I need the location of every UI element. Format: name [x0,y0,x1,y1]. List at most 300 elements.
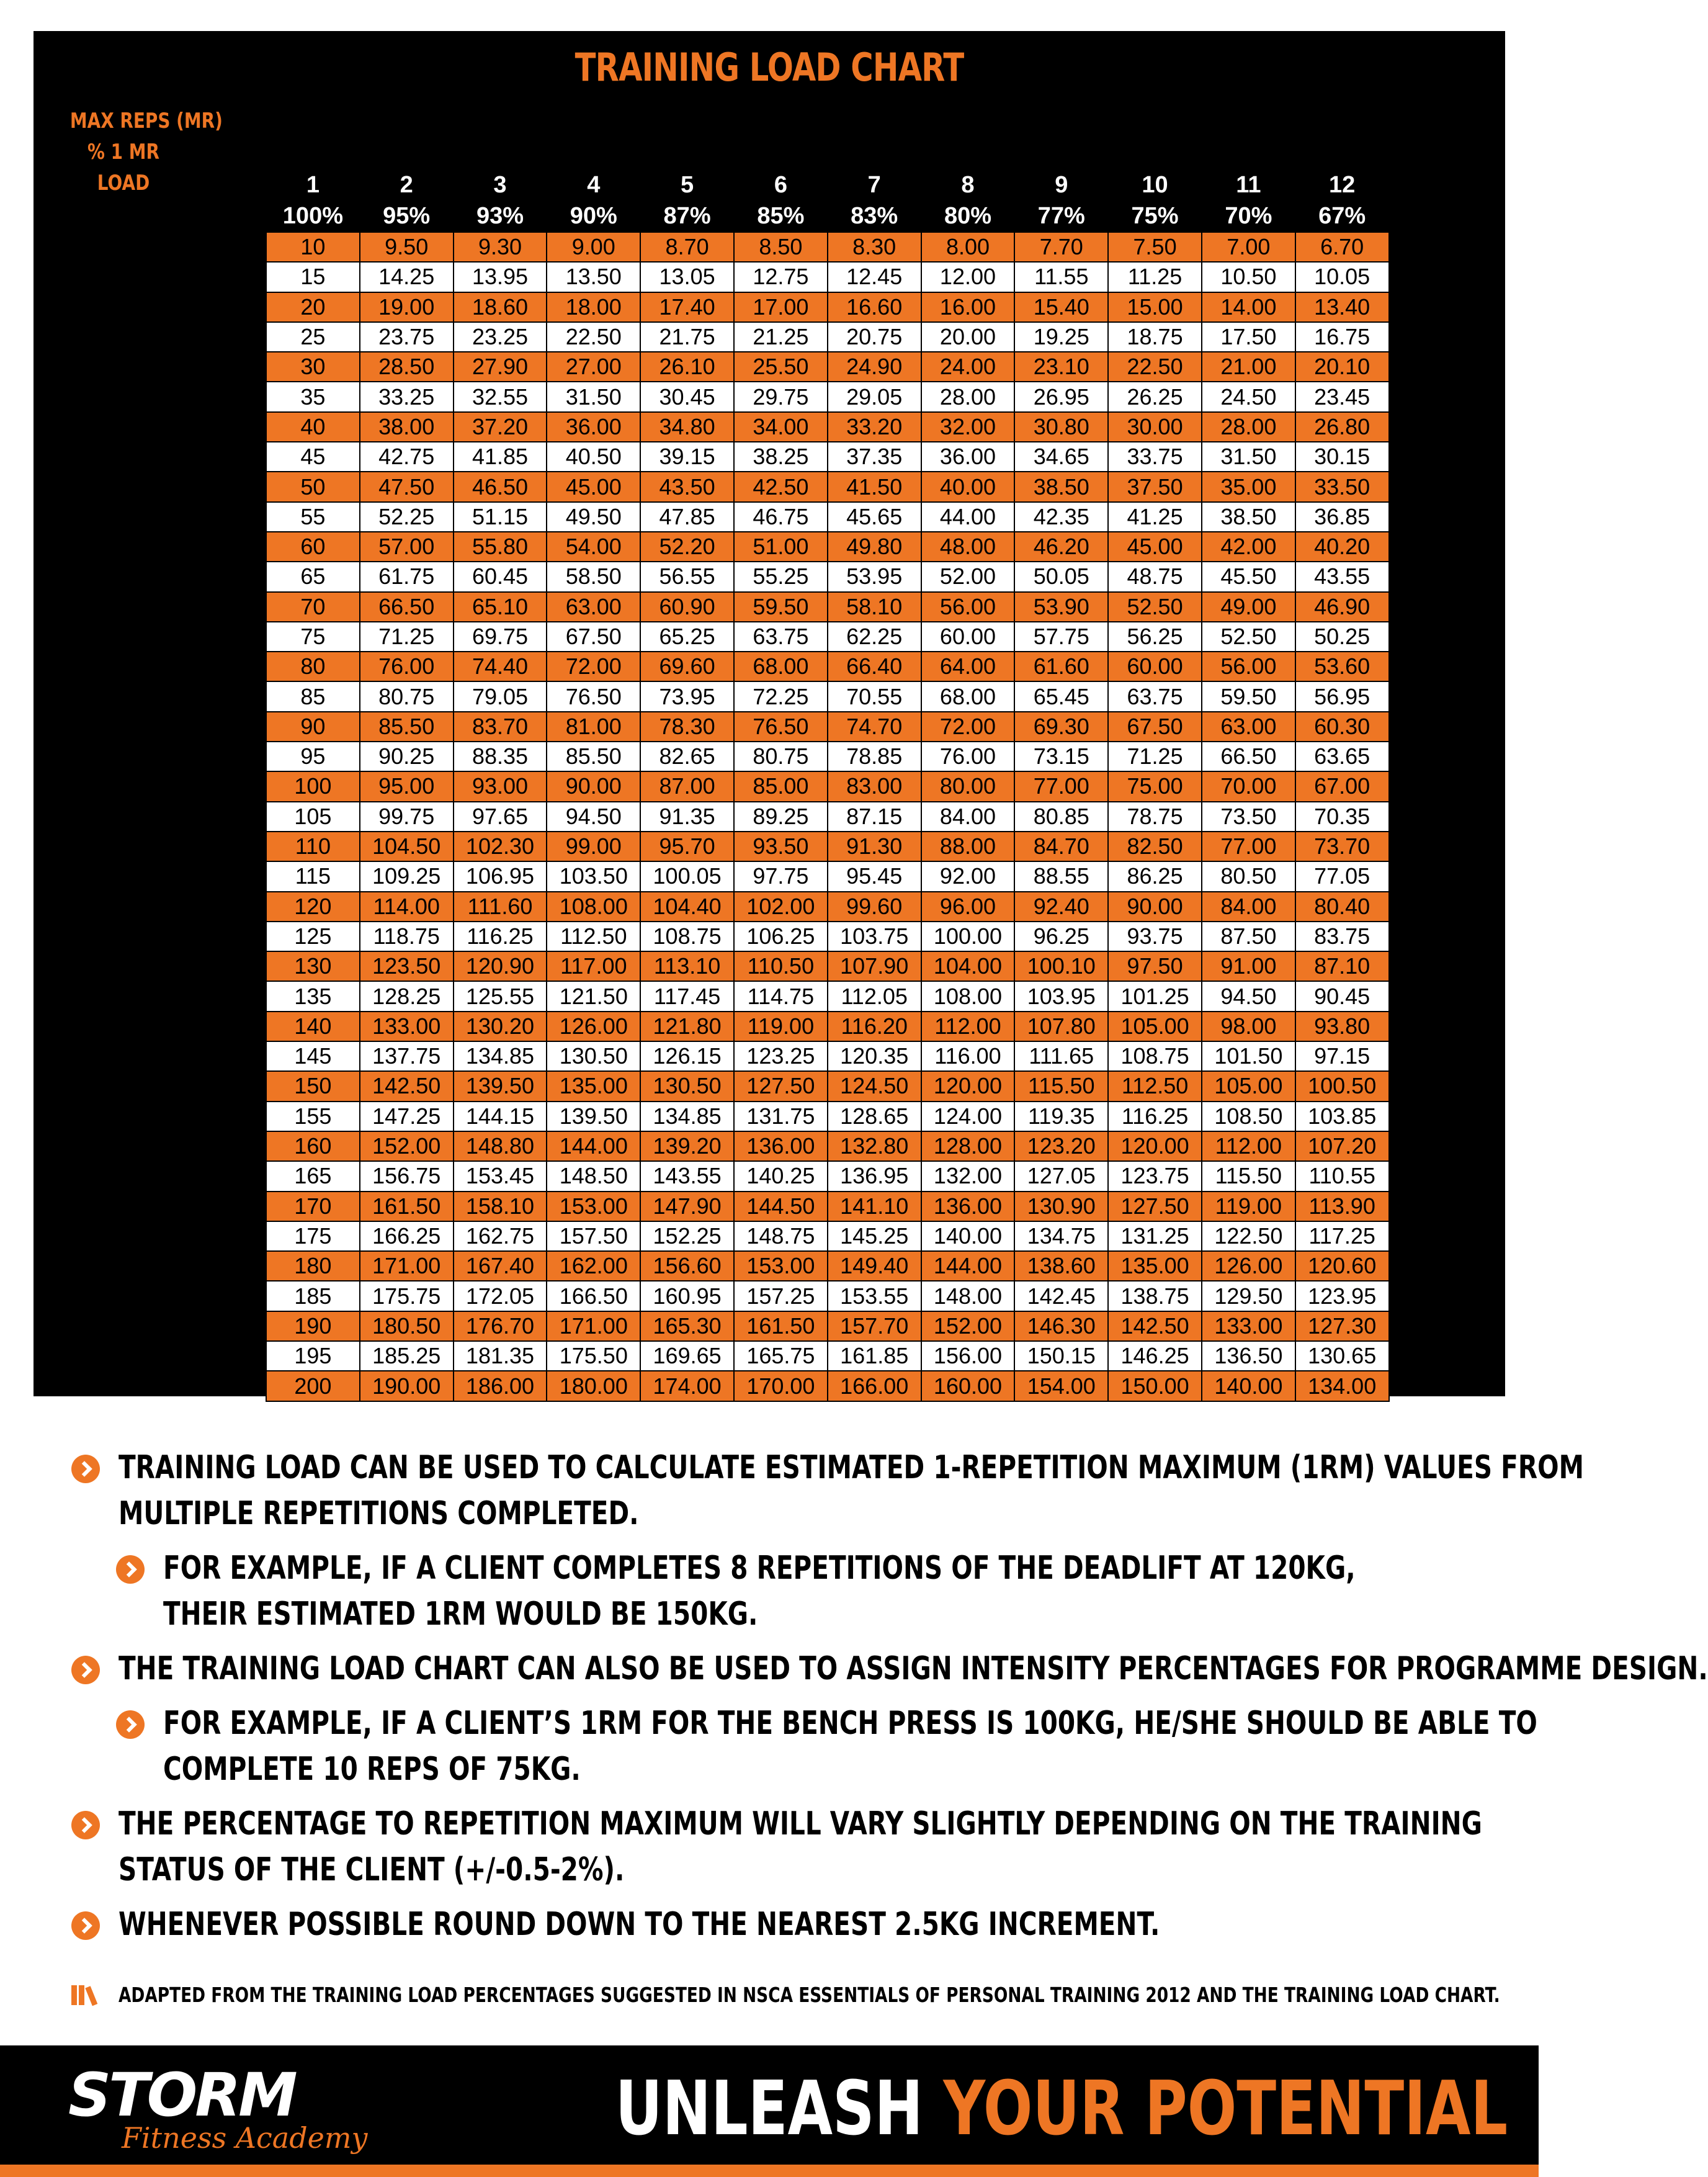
table-cell: 131.75 [734,1102,828,1131]
table-cell: 26.10 [640,352,734,382]
table-cell: 124.50 [828,1071,921,1101]
table-cell-load: 20 [266,292,360,322]
table-cell: 71.25 [360,622,454,652]
table-cell: 122.50 [1202,1221,1295,1251]
table-cell: 90.00 [547,771,640,801]
books-icon [70,1984,107,2006]
note-spacer [71,1947,1498,1956]
note-line: WHENEVER POSSIBLE ROUND DOWN TO THE NEAREST 2.5KG INCREMENT. [118,1906,1160,1943]
header-reps-9: 9 [1055,172,1068,198]
table-cell: 26.25 [1108,382,1202,411]
table-cell: 161.85 [828,1341,921,1371]
table-cell: 23.10 [1014,352,1108,382]
table-cell: 22.50 [547,322,640,352]
table-cell: 93.00 [454,771,547,801]
table-cell: 73.70 [1295,832,1389,861]
table-cell: 117.45 [640,981,734,1011]
table-cell: 41.50 [828,472,921,501]
tagline [615,2066,1508,2152]
table-cell: 45.65 [828,502,921,532]
logo-sub-text: Fitness Academy [122,2121,368,2155]
table-cell: 149.40 [828,1251,921,1281]
table-cell: 171.00 [360,1251,454,1281]
table-cell: 137.75 [360,1041,454,1071]
table-row [266,771,1389,801]
table-row [266,712,1389,742]
table-cell-load: 185 [266,1281,360,1311]
note-line: MULTIPLE REPETITIONS COMPLETED. [118,1495,639,1532]
table-cell: 93.75 [1108,922,1202,951]
table-cell: 156.00 [921,1341,1015,1371]
table-cell: 52.50 [1108,592,1202,622]
table-cell: 88.00 [921,832,1015,861]
table-cell: 23.25 [454,322,547,352]
header-percent-11: 70% [1225,203,1272,229]
table-cell: 91.00 [1202,951,1295,981]
table-cell: 171.00 [547,1311,640,1341]
table-cell: 121.50 [547,981,640,1011]
table-cell: 40.50 [547,442,640,472]
table-row [266,1102,1389,1131]
table-cell: 148.75 [734,1221,828,1251]
table-cell: 139.50 [454,1071,547,1101]
table-cell: 69.60 [640,652,734,681]
table-row [266,802,1389,832]
table-cell: 60.45 [454,562,547,591]
table-cell-load: 40 [266,412,360,442]
table-cell: 37.50 [1108,472,1202,501]
table-cell: 20.75 [828,322,921,352]
table-cell: 42.35 [1014,502,1108,532]
table-cell: 146.30 [1014,1311,1108,1341]
table-cell: 139.50 [547,1102,640,1131]
table-cell: 67.50 [1108,712,1202,742]
table-cell: 102.00 [734,892,828,922]
table-cell: 77.00 [1014,771,1108,801]
table-cell: 126.00 [1202,1251,1295,1281]
table-cell: 117.25 [1295,1221,1389,1251]
table-cell: 140.25 [734,1161,828,1191]
table-cell: 48.00 [921,532,1015,562]
table-cell: 153.00 [734,1251,828,1281]
table-cell: 143.55 [640,1161,734,1191]
table-cell: 135.00 [1108,1251,1202,1281]
table-cell: 134.85 [640,1102,734,1131]
table-row [266,352,1389,382]
table-cell: 18.00 [547,292,640,322]
table-cell: 30.45 [640,382,734,411]
table-cell: 87.15 [828,802,921,832]
table-cell-load: 175 [266,1221,360,1251]
header-reps-2: 2 [400,172,413,198]
note-line: COMPLETE 10 REPS OF 75KG. [163,1751,581,1788]
table-cell: 40.20 [1295,532,1389,562]
table-cell: 127.50 [734,1071,828,1101]
table-cell: 133.00 [360,1012,454,1041]
table-cell: 76.00 [360,652,454,681]
table-cell: 104.50 [360,832,454,861]
table-cell: 91.35 [640,802,734,832]
table-cell: 8.00 [921,232,1015,262]
table-cell: 108.00 [547,892,640,922]
table-cell: 66.50 [360,592,454,622]
table-cell: 96.25 [1014,922,1108,951]
table-cell: 136.95 [828,1161,921,1191]
table-cell: 85.50 [360,712,454,742]
table-cell: 167.40 [454,1251,547,1281]
table-cell: 6.70 [1295,232,1389,262]
table-cell: 115.50 [1202,1161,1295,1191]
table-cell: 90.45 [1295,981,1389,1011]
table-cell: 80.85 [1014,802,1108,832]
chevron-bullet-icon [71,1656,100,1684]
table-cell: 136.00 [734,1131,828,1161]
table-cell: 135.00 [547,1071,640,1101]
table-cell: 40.00 [921,472,1015,501]
table-cell: 105.00 [1202,1071,1295,1101]
table-cell: 83.70 [454,712,547,742]
table-cell: 42.00 [1202,532,1295,562]
table-cell: 106.25 [734,922,828,951]
table-cell: 153.00 [547,1192,640,1221]
table-cell: 103.95 [1014,981,1108,1011]
table-row [266,1071,1389,1101]
table-cell: 120.90 [454,951,547,981]
table-header [266,169,1389,232]
table-cell: 91.30 [828,832,921,861]
table-cell: 103.50 [547,861,640,891]
table-cell: 20.10 [1295,352,1389,382]
table-cell: 118.75 [360,922,454,951]
table-cell: 68.00 [921,681,1015,711]
table-cell: 166.00 [828,1371,921,1401]
table-cell: 17.50 [1202,322,1295,352]
table-cell: 61.60 [1014,652,1108,681]
table-cell: 65.10 [454,592,547,622]
chart-title: TRAINING LOAD CHART [575,45,964,90]
table-cell: 133.00 [1202,1311,1295,1341]
table-row [266,412,1389,442]
table-row [266,951,1389,981]
table-cell: 134.00 [1295,1371,1389,1401]
header-percent-6: 85% [757,203,805,229]
table-cell: 112.50 [547,922,640,951]
footer-stripe [0,2165,1539,2177]
table-cell: 105.00 [1108,1012,1202,1041]
table-cell: 63.00 [547,592,640,622]
table-cell: 109.25 [360,861,454,891]
table-cell: 8.30 [828,232,921,262]
table-cell: 52.20 [640,532,734,562]
table-cell: 123.25 [734,1041,828,1071]
table-cell: 156.75 [360,1161,454,1191]
note-line: THEIR ESTIMATED 1RM WOULD BE 150KG. [163,1596,758,1633]
table-cell: 60.90 [640,592,734,622]
table-cell: 130.90 [1014,1192,1108,1221]
note-item [71,1545,1498,1637]
row-key-percent: % 1 MR [87,140,159,164]
table-cell: 82.50 [1108,832,1202,861]
table-cell: 92.40 [1014,892,1108,922]
source-text: ADAPTED FROM THE TRAINING LOAD PERCENTAGES SUGGESTED IN NSCA ESSENTIALS OF PERSONAL TRAINING 2012 AND THE TRAINING LOAD CHART. [118,1983,1500,2007]
table-cell: 34.65 [1014,442,1108,472]
table-cell: 81.00 [547,712,640,742]
table-cell: 67.50 [547,622,640,652]
table-row [266,292,1389,322]
table-cell: 9.50 [360,232,454,262]
table-cell-load: 35 [266,382,360,411]
table-cell: 129.50 [1202,1281,1295,1311]
header-percent-4: 90% [570,203,617,229]
table-cell: 150.15 [1014,1341,1108,1371]
table-row [266,232,1389,262]
table-cell: 16.00 [921,292,1015,322]
table-cell: 30.15 [1295,442,1389,472]
table-cell: 154.00 [1014,1371,1108,1401]
table-cell: 126.00 [547,1012,640,1041]
table-cell: 13.05 [640,262,734,292]
table-cell: 67.00 [1295,771,1389,801]
table-cell: 65.45 [1014,681,1108,711]
table-cell: 65.25 [640,622,734,652]
table-cell: 49.00 [1202,592,1295,622]
table-cell: 140.00 [1202,1371,1295,1401]
table-cell-load: 90 [266,712,360,742]
table-cell: 110.55 [1295,1161,1389,1191]
table-cell: 97.50 [1108,951,1202,981]
header-reps-6: 6 [774,172,787,198]
table-cell: 141.10 [828,1192,921,1221]
table-cell: 12.75 [734,262,828,292]
table-row [266,892,1389,922]
table-cell: 85.00 [734,771,828,801]
table-cell: 46.20 [1014,532,1108,562]
table-cell: 94.50 [547,802,640,832]
table-cell: 128.00 [921,1131,1015,1161]
table-cell: 181.35 [454,1341,547,1371]
header-reps-5: 5 [681,172,694,198]
header-reps-7: 7 [867,172,881,198]
table-cell: 37.20 [454,412,547,442]
table-cell: 53.90 [1014,592,1108,622]
table-cell-load: 130 [266,951,360,981]
table-cell: 72.00 [547,652,640,681]
table-cell: 10.05 [1295,262,1389,292]
table-cell: 123.20 [1014,1131,1108,1161]
row-key-load: LOAD [97,171,150,195]
table-row [266,1131,1389,1161]
table-cell: 86.25 [1108,861,1202,891]
note-item [71,1801,1498,1893]
table-cell: 21.00 [1202,352,1295,382]
table-cell: 94.50 [1202,981,1295,1011]
table-cell: 116.25 [1108,1102,1202,1131]
table-cell: 46.50 [454,472,547,501]
table-cell: 76.50 [734,712,828,742]
table-cell: 8.50 [734,232,828,262]
table-row [266,1311,1389,1341]
table-cell: 69.30 [1014,712,1108,742]
table-cell: 78.75 [1108,802,1202,832]
table-cell: 130.50 [640,1071,734,1101]
chevron-bullet-icon [71,1811,100,1839]
table-cell: 186.00 [454,1371,547,1401]
table-cell: 142.45 [1014,1281,1108,1311]
table-cell: 88.55 [1014,861,1108,891]
header-percent-8: 80% [944,203,991,229]
table-cell: 24.90 [828,352,921,382]
header-percent-9: 77% [1037,203,1085,229]
table-cell-load: 30 [266,352,360,382]
table-cell: 53.95 [828,562,921,591]
table-cell-load: 25 [266,322,360,352]
table-cell: 119.00 [734,1012,828,1041]
note-spacer [71,1537,1498,1545]
header-percent-2: 95% [383,203,431,229]
table-cell: 127.50 [1108,1192,1202,1221]
tagline-orange: YOUR POTENTIAL [943,2066,1508,2152]
table-cell: 114.75 [734,981,828,1011]
table-cell: 116.20 [828,1012,921,1041]
note-line: THE TRAINING LOAD CHART CAN ALSO BE USED TO ASSIGN INTENSITY PERCENTAGES FOR PROGRAMME DESIGN. [118,1650,1708,1687]
header-reps-3: 3 [493,172,507,198]
table-cell: 158.10 [454,1192,547,1221]
table-cell: 32.00 [921,412,1015,442]
table-cell: 16.60 [828,292,921,322]
header-percent-3: 93% [476,203,524,229]
table-cell: 83.75 [1295,922,1389,951]
table-cell: 7.00 [1202,232,1295,262]
table-cell: 36.00 [547,412,640,442]
table-cell: 61.75 [360,562,454,591]
table-cell: 27.90 [454,352,547,382]
table-cell: 147.90 [640,1192,734,1221]
table-cell: 11.55 [1014,262,1108,292]
table-cell: 31.50 [547,382,640,411]
table-cell: 38.00 [360,412,454,442]
table-cell: 80.75 [734,742,828,771]
note-item [71,1901,1498,1947]
table-cell: 59.50 [1202,681,1295,711]
table-cell: 56.95 [1295,681,1389,711]
table-cell: 36.85 [1295,502,1389,532]
table-cell: 58.10 [828,592,921,622]
table-cell: 80.40 [1295,892,1389,922]
table-cell: 185.25 [360,1341,454,1371]
table-row [266,1371,1389,1401]
table-cell: 44.00 [921,502,1015,532]
table-row [266,1341,1389,1371]
table-row [266,1041,1389,1071]
table-cell: 112.05 [828,981,921,1011]
table-cell: 145.25 [828,1221,921,1251]
percent-header-row [266,200,1389,232]
header-percent-5: 87% [663,203,711,229]
table-cell: 160.95 [640,1281,734,1311]
table-cell: 28.50 [360,352,454,382]
table-cell: 144.00 [547,1131,640,1161]
table-row [266,442,1389,472]
table-cell: 88.35 [454,742,547,771]
table-cell-load: 60 [266,532,360,562]
table-cell: 82.65 [640,742,734,771]
table-cell: 45.50 [1202,562,1295,591]
table-cell: 130.50 [547,1041,640,1071]
table-cell: 60.00 [921,622,1015,652]
header-reps-10: 10 [1142,172,1168,198]
table-cell: 26.80 [1295,412,1389,442]
table-cell-load: 135 [266,981,360,1011]
table-cell: 125.55 [454,981,547,1011]
table-cell: 162.00 [547,1251,640,1281]
table-cell: 34.80 [640,412,734,442]
header-reps-8: 8 [961,172,975,198]
table-cell: 157.25 [734,1281,828,1311]
table-cell: 23.45 [1295,382,1389,411]
table-cell: 100.05 [640,861,734,891]
table-cell: 51.15 [454,502,547,532]
table-cell: 148.50 [547,1161,640,1191]
table-cell: 39.15 [640,442,734,472]
table-cell: 72.25 [734,681,828,711]
table-cell: 120.00 [921,1071,1015,1101]
table-cell: 70.35 [1295,802,1389,832]
table-cell: 127.05 [1014,1161,1108,1191]
table-cell: 150.00 [1108,1371,1202,1401]
tagline-white: UNLEASH [615,2066,923,2152]
table-cell: 19.00 [360,292,454,322]
table-cell: 180.00 [547,1371,640,1401]
table-cell: 101.25 [1108,981,1202,1011]
table-cell: 108.75 [640,922,734,951]
table-cell: 144.15 [454,1102,547,1131]
table-cell: 84.00 [1202,892,1295,922]
table-cell: 50.05 [1014,562,1108,591]
row-key [69,105,223,199]
table-cell: 152.25 [640,1221,734,1251]
table-cell: 100.00 [921,922,1015,951]
table-cell: 15.40 [1014,292,1108,322]
table-cell: 96.00 [921,892,1015,922]
table-cell: 132.00 [921,1161,1015,1191]
table-cell: 116.00 [921,1041,1015,1071]
table-cell: 152.00 [921,1311,1015,1341]
table-cell: 120.00 [1108,1131,1202,1161]
table-cell: 148.00 [921,1281,1015,1311]
table-cell: 156.60 [640,1251,734,1281]
table-cell-load: 110 [266,832,360,861]
table-cell: 10.50 [1202,262,1295,292]
table-row [266,382,1389,411]
table-cell: 117.00 [547,951,640,981]
table-cell: 123.75 [1108,1161,1202,1191]
table-cell: 144.50 [734,1192,828,1221]
table-cell: 7.50 [1108,232,1202,262]
table-cell: 72.00 [921,712,1015,742]
table-cell: 84.00 [921,802,1015,832]
table-cell: 123.50 [360,951,454,981]
table-cell: 33.20 [828,412,921,442]
table-cell: 22.50 [1108,352,1202,382]
table-cell: 113.90 [1295,1192,1389,1221]
table-cell-load: 95 [266,742,360,771]
table-cell: 136.00 [921,1192,1015,1221]
table-cell: 152.00 [360,1131,454,1161]
table-row [266,981,1389,1011]
table-cell: 53.60 [1295,652,1389,681]
table-cell: 73.50 [1202,802,1295,832]
table-cell: 78.85 [828,742,921,771]
